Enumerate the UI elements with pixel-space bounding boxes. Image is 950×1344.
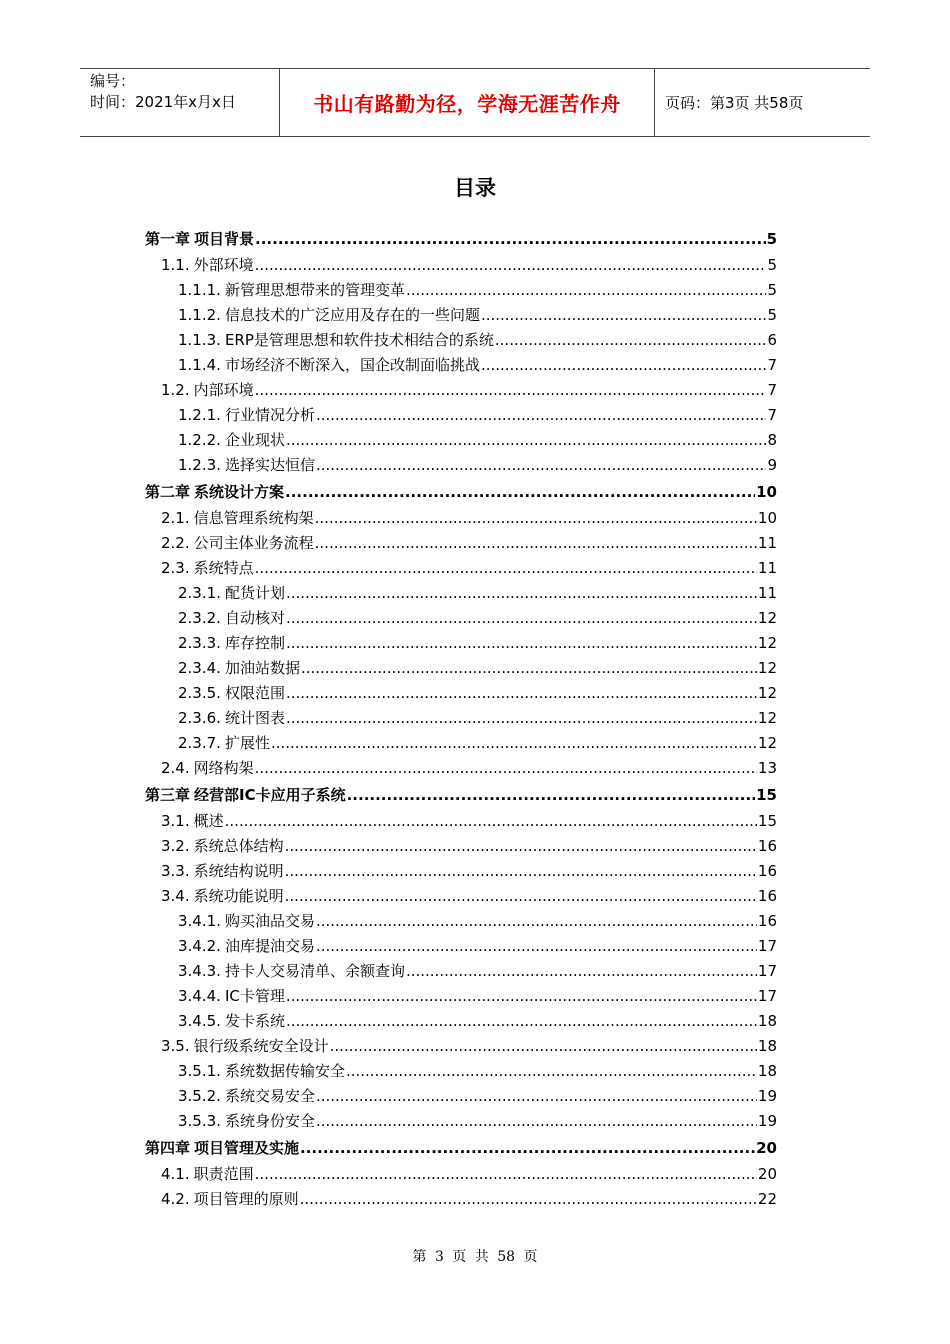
toc-dot-leader — [285, 478, 755, 506]
toc-entry[interactable] — [145, 403, 777, 428]
toc-entry-number: 2.4. — [161, 759, 190, 777]
toc-dot-leader — [315, 531, 757, 556]
toc-entry-number: 1.1.4. — [178, 356, 221, 374]
toc-entry-label: 系统总体结构 — [193, 837, 284, 855]
toc-entry[interactable] — [145, 353, 777, 378]
toc-dot-leader — [406, 959, 757, 984]
toc-entry-label: 概述 — [193, 812, 224, 830]
toc-dot-leader — [286, 1009, 757, 1034]
toc-dot-leader — [255, 1162, 757, 1187]
toc-dot-leader — [225, 809, 757, 834]
toc-entry[interactable] — [145, 378, 777, 403]
toc-entry[interactable] — [145, 756, 777, 781]
toc-entry-label: IC卡管理 — [224, 987, 285, 1005]
toc-dot-leader — [286, 428, 767, 453]
toc-dot-leader — [255, 225, 766, 253]
toc-dot-leader — [285, 859, 757, 884]
toc-dot-leader — [255, 253, 767, 278]
toc-entry-page: 15 — [757, 812, 777, 830]
toc-entry-page: 5 — [767, 306, 777, 324]
toc-entry-label: 发卡系统 — [224, 1012, 285, 1030]
toc-entry-number: 2.3. — [161, 559, 190, 577]
header-left-cell — [80, 69, 280, 136]
toc-dot-leader — [316, 1109, 757, 1134]
toc-entry-page: 20 — [756, 1139, 777, 1157]
header-motto: 书山有路勤为径，学海无涯苦作舟 — [280, 69, 655, 136]
toc-entry[interactable] — [145, 781, 777, 809]
toc-entry-number: 2.3.7. — [178, 734, 221, 752]
toc-entry-label: ERP是管理思想和软件技术相结合的系统 — [224, 331, 494, 349]
toc-entry-page: 20 — [757, 1165, 777, 1183]
toc-dot-leader — [285, 834, 757, 859]
toc-entry-page: 11 — [757, 584, 777, 602]
toc-entry-number: 2.3.2. — [178, 609, 221, 627]
toc-entry[interactable] — [145, 1059, 777, 1084]
toc-entry-number: 3.4.1. — [178, 912, 221, 930]
toc-entry-page: 15 — [756, 786, 777, 804]
toc-entry[interactable] — [145, 1109, 777, 1134]
toc-entry[interactable] — [145, 531, 777, 556]
toc-entry-page: 16 — [757, 862, 777, 880]
toc-entry-label: 公司主体业务流程 — [193, 534, 314, 552]
toc-entry-page: 8 — [767, 431, 777, 449]
toc-entry-number: 2.1. — [161, 509, 190, 527]
toc-entry[interactable] — [145, 959, 777, 984]
toc-entry-label: 油库提油交易 — [224, 937, 315, 955]
toc-entry-label: 购买油品交易 — [224, 912, 315, 930]
toc-entry[interactable] — [145, 1009, 777, 1034]
toc-entry-page: 16 — [757, 887, 777, 905]
toc-dot-leader — [481, 303, 767, 328]
toc-dot-leader — [347, 781, 756, 809]
toc-dot-leader — [316, 453, 767, 478]
toc-entry-page: 5 — [767, 281, 777, 299]
toc-entry-page: 12 — [757, 609, 777, 627]
toc-entry-page: 12 — [757, 634, 777, 652]
toc-entry-page: 5 — [766, 230, 777, 248]
toc-entry-number: 1.1.1. — [178, 281, 221, 299]
toc-entry[interactable] — [145, 478, 777, 506]
toc-dot-leader — [255, 756, 757, 781]
toc-entry[interactable] — [145, 606, 777, 631]
toc-entry-page: 22 — [757, 1190, 777, 1208]
toc-entry-page: 12 — [757, 684, 777, 702]
toc-entry[interactable] — [145, 225, 777, 253]
doc-code-label: 编号： — [90, 72, 136, 90]
toc-entry-page: 17 — [757, 962, 777, 980]
page-footer: 第 3 页 共 58 页 — [412, 1249, 538, 1265]
toc-entry-number: 3.4. — [161, 887, 190, 905]
toc-entry-number: 2.3.5. — [178, 684, 221, 702]
toc-entry-page: 19 — [757, 1112, 777, 1130]
toc-entry-number: 4.2. — [161, 1190, 190, 1208]
toc-dot-leader — [316, 909, 757, 934]
toc-entry-number: 3.4.2. — [178, 937, 221, 955]
toc-dot-leader — [346, 1059, 757, 1084]
toc-entry[interactable] — [145, 1084, 777, 1109]
toc-entry-number: 1.2.3. — [178, 456, 221, 474]
toc-entry-label: 系统特点 — [193, 559, 254, 577]
toc-dot-leader — [316, 1084, 757, 1109]
toc-entry-number: 3.1. — [161, 812, 190, 830]
toc-entry-label: 系统身份安全 — [224, 1112, 315, 1130]
toc-entry[interactable] — [145, 984, 777, 1009]
toc-entry-label: 经营部IC卡应用子系统 — [194, 786, 346, 804]
toc-entry-label: 企业现状 — [224, 431, 285, 449]
toc-entry-page: 11 — [757, 534, 777, 552]
toc-entry-page: 10 — [757, 509, 777, 527]
toc-entry-page: 16 — [757, 912, 777, 930]
toc-entry-label: 系统设计方案 — [194, 483, 285, 501]
toc-entry-label: 网络构架 — [193, 759, 254, 777]
toc-dot-leader — [255, 378, 767, 403]
toc-dot-leader — [406, 278, 767, 303]
toc-entry-number: 2.3.6. — [178, 709, 221, 727]
toc-entry-page: 13 — [757, 759, 777, 777]
toc-entry-number: 2.2. — [161, 534, 190, 552]
toc-entry[interactable] — [145, 278, 777, 303]
toc-entry-page: 9 — [767, 456, 777, 474]
toc-entry[interactable] — [145, 428, 777, 453]
toc-entry-page: 6 — [767, 331, 777, 349]
toc-entry-number: 2.3.4. — [178, 659, 221, 677]
toc-entry-label: 选择实达恒信 — [224, 456, 315, 474]
toc-entry-number: 4.1. — [161, 1165, 190, 1183]
toc-entry-label: 行业情况分析 — [224, 406, 315, 424]
toc-entry-label: 内部环境 — [193, 381, 254, 399]
toc-entry[interactable] — [145, 834, 777, 859]
toc-entry-label: 扩展性 — [224, 734, 270, 752]
toc-entry-page: 17 — [757, 937, 777, 955]
toc-entry[interactable] — [145, 909, 777, 934]
toc-entry-label: 信息管理系统构架 — [193, 509, 314, 527]
toc-entry-page: 12 — [757, 709, 777, 727]
toc-entry-page: 16 — [757, 837, 777, 855]
toc-entry-label: 库存控制 — [224, 634, 285, 652]
toc-entry-label: 市场经济不断深入，国企改制面临挑战 — [224, 356, 480, 374]
toc-entry-number: 1.1.2. — [178, 306, 221, 324]
toc-entry[interactable] — [145, 556, 777, 581]
toc-entry[interactable] — [145, 453, 777, 478]
toc-entry-label: 系统交易安全 — [224, 1087, 315, 1105]
toc-dot-leader — [285, 884, 757, 909]
toc-entry-number: 3.5.1. — [178, 1062, 221, 1080]
toc-entry[interactable] — [145, 581, 777, 606]
toc-entry-number: 3.5.3. — [178, 1112, 221, 1130]
toc-entry-number: 2.3.3. — [178, 634, 221, 652]
toc-dot-leader — [286, 681, 757, 706]
toc-dot-leader — [481, 353, 767, 378]
toc-dot-leader — [286, 984, 757, 1009]
toc-entry[interactable] — [145, 1187, 777, 1212]
toc-entry-label: 自动核对 — [224, 609, 285, 627]
toc-entry-label: 系统结构说明 — [193, 862, 284, 880]
toc-entry[interactable] — [145, 681, 777, 706]
toc-entry-page: 11 — [757, 559, 777, 577]
toc-entry-page: 19 — [757, 1087, 777, 1105]
toc-entry[interactable] — [145, 303, 777, 328]
toc-dot-leader — [316, 403, 767, 428]
toc-entry[interactable] — [145, 506, 777, 531]
toc-dot-leader — [300, 1134, 755, 1162]
toc-entry-number: 3.4.4. — [178, 987, 221, 1005]
toc-entry-page: 7 — [767, 381, 777, 399]
toc-entry-label: 职责范围 — [193, 1165, 254, 1183]
toc-entry[interactable] — [145, 706, 777, 731]
toc-entry-number: 3.2. — [161, 837, 190, 855]
toc-entry-number: 1.2.2. — [178, 431, 221, 449]
toc-entry-page: 12 — [757, 734, 777, 752]
toc-entry-label: 银行级系统安全设计 — [193, 1037, 329, 1055]
toc-entry-number: 3.5. — [161, 1037, 190, 1055]
toc-entry-label: 权限范围 — [224, 684, 285, 702]
toc-entry[interactable] — [145, 656, 777, 681]
toc-entry-page: 5 — [767, 256, 777, 274]
toc-entry-number: 1.2.1. — [178, 406, 221, 424]
toc-entry-label: 系统功能说明 — [193, 887, 284, 905]
toc-entry-label: 新管理思想带来的管理变革 — [224, 281, 405, 299]
toc-entry-page: 18 — [757, 1012, 777, 1030]
toc-entry-label: 外部环境 — [193, 256, 254, 274]
toc-entry[interactable] — [145, 328, 777, 353]
table-of-contents — [145, 225, 777, 1212]
toc-entry[interactable] — [145, 253, 777, 278]
toc-entry-number: 1.1. — [161, 256, 190, 274]
toc-entry-page: 18 — [757, 1037, 777, 1055]
toc-entry-page: 18 — [757, 1062, 777, 1080]
toc-dot-leader — [300, 1187, 757, 1212]
toc-dot-leader — [315, 506, 757, 531]
toc-entry-number: 2.3.1. — [178, 584, 221, 602]
toc-dot-leader — [286, 706, 757, 731]
toc-entry-page: 7 — [767, 356, 777, 374]
toc-entry-label: 信息技术的广泛应用及存在的一些问题 — [224, 306, 480, 324]
header-page-label: 页码：第3页 共58页 — [665, 94, 804, 112]
toc-dot-leader — [286, 631, 757, 656]
toc-entry-number: 第二章 — [145, 483, 191, 501]
toc-entry[interactable] — [145, 809, 777, 834]
toc-dot-leader — [316, 934, 757, 959]
toc-entry-page: 7 — [767, 406, 777, 424]
toc-dot-leader — [255, 556, 757, 581]
toc-entry[interactable] — [145, 884, 777, 909]
toc-dot-leader — [286, 606, 757, 631]
toc-entry-label: 加油站数据 — [224, 659, 300, 677]
toc-entry-page: 12 — [757, 659, 777, 677]
toc-entry[interactable] — [145, 934, 777, 959]
toc-entry-number: 3.4.5. — [178, 1012, 221, 1030]
toc-entry[interactable] — [145, 731, 777, 756]
toc-entry[interactable] — [145, 631, 777, 656]
toc-entry[interactable] — [145, 859, 777, 884]
toc-entry-number: 第三章 — [145, 786, 191, 804]
toc-entry-label: 系统数据传输安全 — [224, 1062, 345, 1080]
toc-dot-leader — [301, 656, 757, 681]
toc-entry-label: 项目管理的原则 — [193, 1190, 299, 1208]
toc-entry-number: 3.5.2. — [178, 1087, 221, 1105]
toc-entry[interactable] — [145, 1134, 777, 1162]
toc-entry-number: 1.2. — [161, 381, 190, 399]
toc-entry[interactable] — [145, 1034, 777, 1059]
toc-dot-leader — [495, 328, 767, 353]
toc-dot-leader — [330, 1034, 757, 1059]
toc-entry-label: 项目管理及实施 — [194, 1139, 300, 1157]
toc-title: 目录 — [454, 176, 496, 200]
toc-entry-label: 项目背景 — [194, 230, 255, 248]
toc-entry-number: 1.1.3. — [178, 331, 221, 349]
toc-entry-number: 3.3. — [161, 862, 190, 880]
toc-entry-page: 17 — [757, 987, 777, 1005]
toc-entry-number: 3.4.3. — [178, 962, 221, 980]
toc-entry-number: 第一章 — [145, 230, 191, 248]
toc-entry-page: 10 — [756, 483, 777, 501]
toc-entry[interactable] — [145, 1162, 777, 1187]
toc-entry-label: 持卡人交易清单、余额查询 — [224, 962, 405, 980]
toc-dot-leader — [271, 731, 757, 756]
toc-dot-leader — [286, 581, 757, 606]
toc-entry-number: 第四章 — [145, 1139, 191, 1157]
doc-time-label: 时间：2021年x月x日 — [90, 93, 236, 111]
toc-entry-label: 配货计划 — [224, 584, 285, 602]
toc-entry-label: 统计图表 — [224, 709, 285, 727]
page-header — [80, 68, 870, 137]
